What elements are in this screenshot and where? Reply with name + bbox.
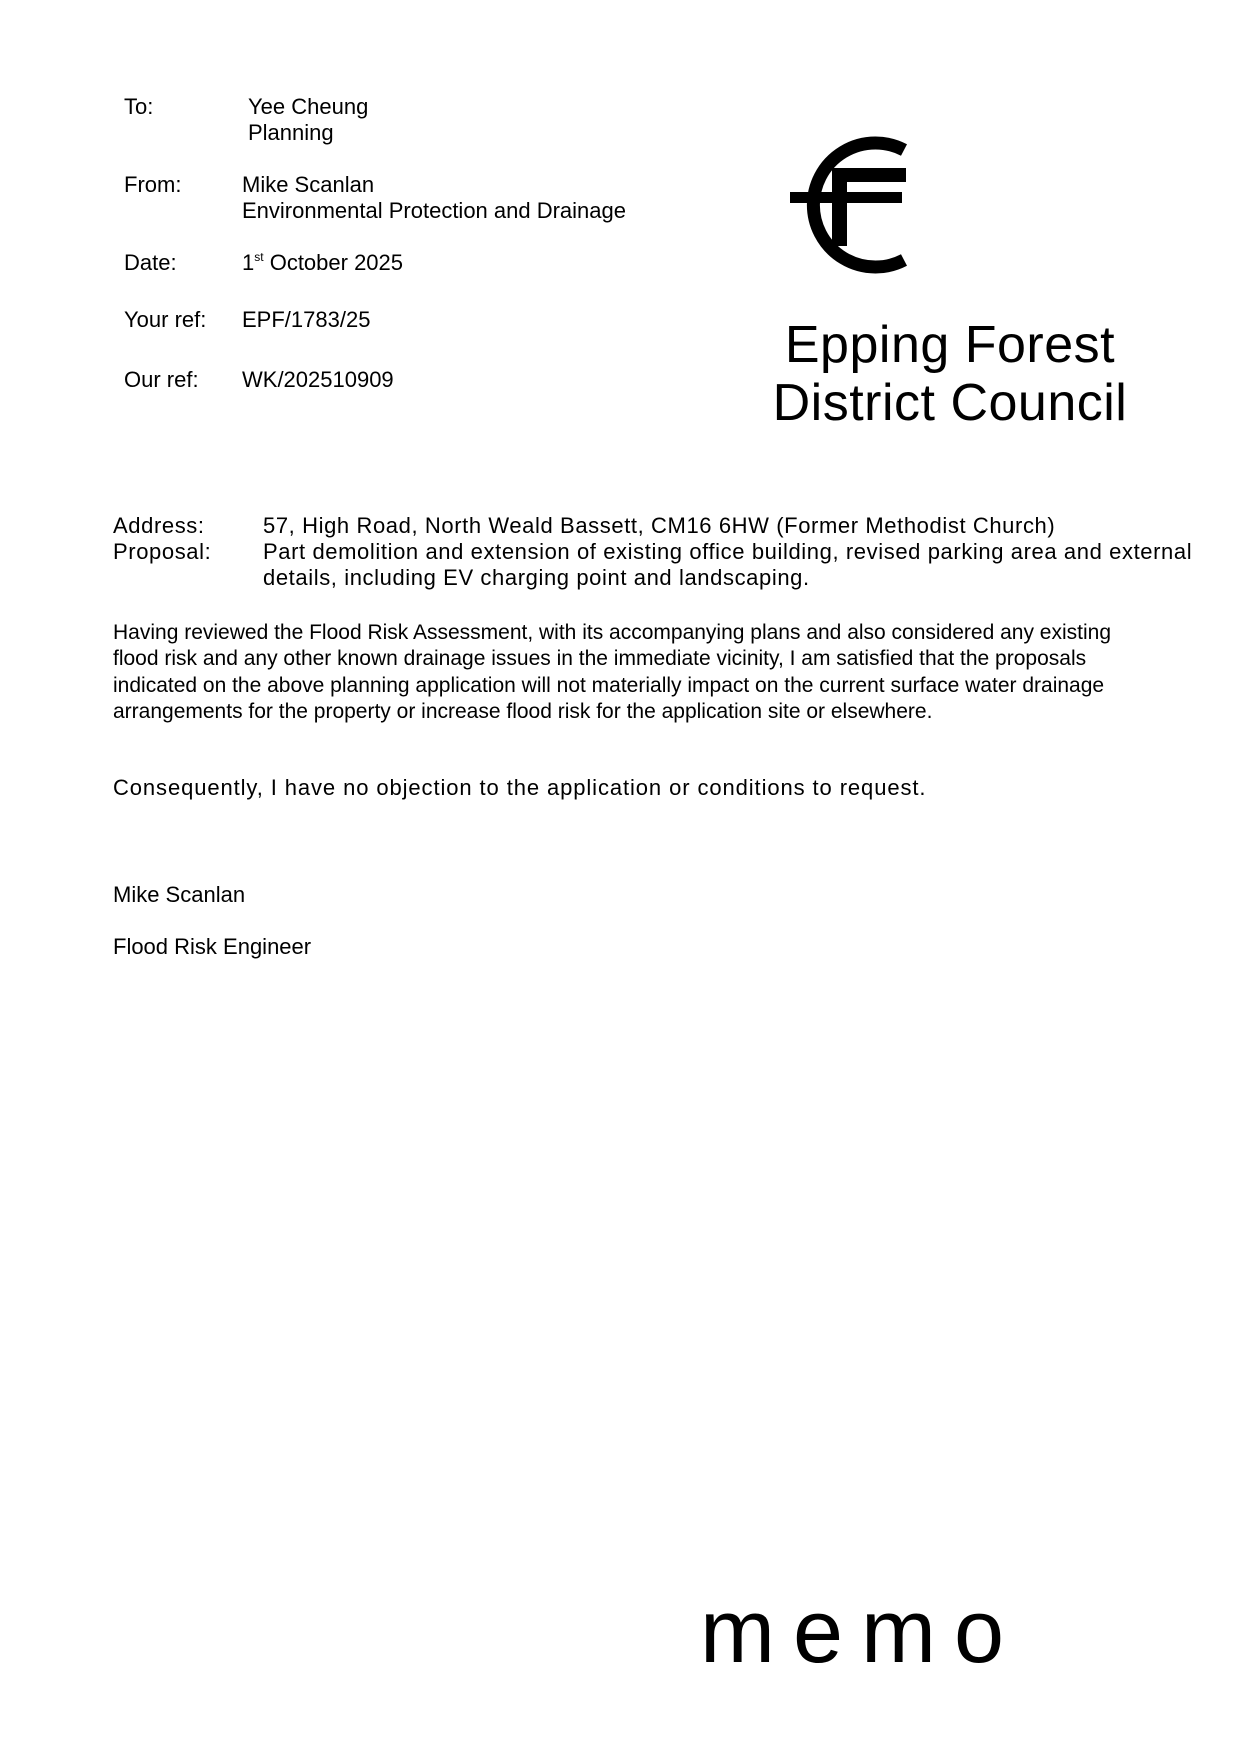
council-name: [760, 316, 1140, 432]
address-value: 57, High Road, North Weald Bassett, CM16 6HW (Former Methodist Church): [263, 513, 1056, 538]
to-dept: Planning: [248, 120, 334, 145]
address-label: Address:: [113, 513, 205, 538]
your-ref-value: EPF/1783/25: [242, 307, 371, 332]
date-label: Date:: [124, 250, 177, 275]
signature-title: Flood Risk Engineer: [113, 934, 312, 959]
proposal-value: Part demolition and extension of existing office building, revised parking area and external details, including EV charging point and landscaping.: [263, 539, 1193, 590]
conclusion-text: Consequently, I have no objection to the application or conditions to request.: [113, 775, 927, 800]
ef-monogram-icon: [782, 130, 914, 280]
memo-footer: memo: [700, 1582, 1023, 1682]
date-rest: October 2025: [263, 250, 404, 275]
to-name: Yee Cheung: [248, 94, 369, 119]
council-name-line2: District Council: [772, 374, 1128, 432]
to-label: To:: [124, 94, 154, 119]
date-value: [242, 250, 403, 276]
from-name: Mike Scanlan: [242, 172, 375, 197]
date-day: 1: [242, 250, 255, 275]
date-suffix: st: [254, 250, 264, 264]
our-ref-label: Our ref:: [124, 367, 199, 392]
council-name-line1: Epping Forest: [784, 316, 1116, 374]
body-paragraph: Having reviewed the Flood Risk Assessment, with its accompanying plans and also considered any existing flood risk and any other known drainage issues in the immediate vicinity, I am satisfied that the proposals indicated on the above planning application will not materially impact on the current surface water drainage arrangements for the property or increase flood risk for the application site or elsewhere.: [113, 621, 1112, 723]
from-label: From:: [124, 172, 182, 197]
proposal-label: Proposal:: [113, 539, 212, 564]
signature-name: Mike Scanlan: [113, 882, 246, 907]
our-ref-value: WK/202510909: [242, 367, 394, 392]
your-ref-label: Your ref:: [124, 307, 207, 332]
from-dept: Environmental Protection and Drainage: [242, 198, 627, 223]
